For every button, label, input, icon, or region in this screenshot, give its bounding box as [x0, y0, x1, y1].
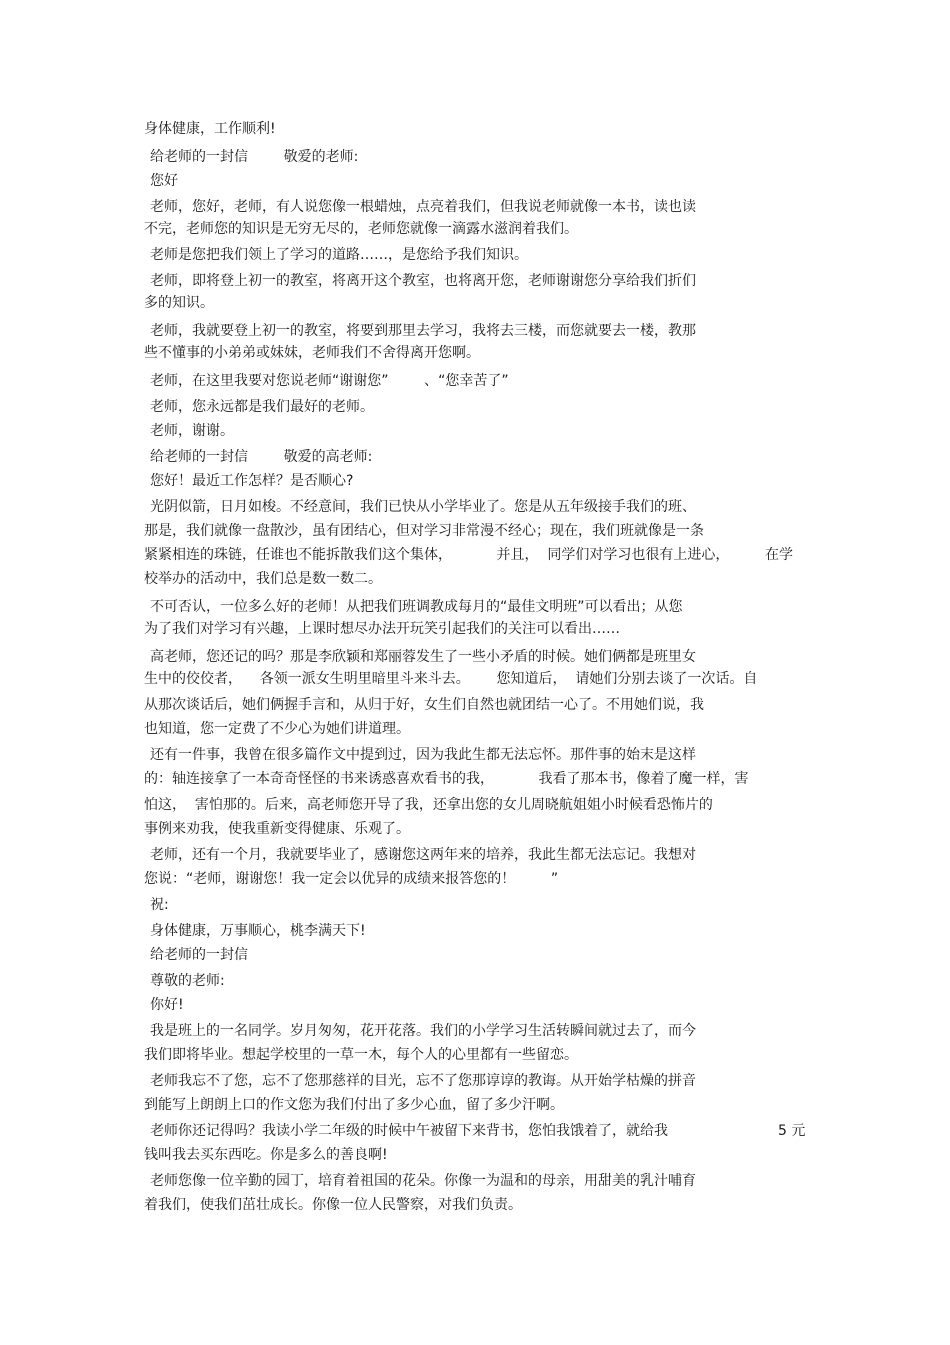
paragraph-line: 老师您像一位辛勤的园丁，培育着祖国的花朵。你像一为温和的母亲，用甜美的乳汁哺育 [150, 1173, 696, 1189]
paragraph-line: 从那次谈话后，她们俩握手言和，从归于好，女生们自然也就团结一心了。不用她们说，我 [144, 697, 704, 713]
salutation-line: 尊敬的老师: [150, 973, 225, 989]
paragraph-line: 老师，即将登上初一的教室，将离开这个教室，也将离开您，老师谢谢您分享给我们折们 [150, 273, 696, 289]
letter-heading: 给老师的一封信 [150, 947, 248, 963]
paragraph-line: 那是，我们就像一盘散沙，虽有团结心，但对学习非常漫不经心；现在，我们班就像是一条 [144, 523, 704, 539]
paragraph-line: 老师，在这里我要对您说老师“谢谢您” 、“您幸苦了” [150, 373, 509, 389]
paragraph-line: 不可否认，一位多么好的老师！从把我们班调教成每月的“最佳文明班”可以看出；从您 [150, 599, 683, 615]
paragraph-line: 老师我忘不了您，忘不了您那慈祥的目光，忘不了您那谆谆的教诲。从开始学枯燥的拼音 [150, 1073, 696, 1089]
paragraph-line: 高老师，您还记的吗？那是李欣颖和郑丽蓉发生了一些小矛盾的时候。她们俩都是班里女 [150, 649, 696, 665]
paragraph-line: 到能写上朗朗上口的作文您为我们付出了多少心血，留了多少汗啊。 [144, 1097, 564, 1113]
paragraph-line: 钱叫我去买东西吃。你是多么的善良啊! [144, 1147, 388, 1163]
paragraph-line: 紧紧相连的珠链，任谁也不能拆散我们这个集体， 并且， 同学们对学习也很有上进心， 在学 [144, 547, 794, 563]
paragraph-line: 事例来劝我，使我重新变得健康、乐观了。 [144, 821, 410, 837]
paragraph-line: 些不懂事的小弟弟或妹妹，老师我们不舍得离开您啊。 [144, 345, 480, 361]
paragraph-line: 老师，还有一个月，我就要毕业了，感谢您这两年来的培养，我此生都无法忘记。我想对 [150, 847, 696, 863]
paragraph-line: 的：轴连接拿了一本奇奇怪怪的书来诱惑喜欢看书的我， 我看了那本书，像着了魔一样，害 [144, 771, 749, 787]
paragraph-line: 我们即将毕业。想起学校里的一草一木，每个人的心里都有一些留恋。 [144, 1047, 578, 1063]
paragraph-line: 老师，我就要登上初一的教室，将要到那里去学习，我将去三楼，而您就要去一楼，教那 [150, 323, 696, 339]
paragraph-line: 也知道，您一定费了不少心为她们讲道理。 [144, 721, 410, 737]
paragraph-line: 我是班上的一名同学。岁月匆匆，花开花落。我们的小学学习生活转瞬间就过去了，而今 [150, 1023, 696, 1039]
paragraph-line: 老师是您把我们领上了学习的道路……，是您给予我们知识。 [150, 247, 528, 263]
amount-text: 5 元 [778, 1123, 806, 1139]
paragraph-line: 多的知识。 [144, 295, 214, 311]
paragraph-line: 为了我们对学习有兴趣，上课时想尽办法开玩笑引起我们的关注可以看出…… [144, 621, 620, 637]
paragraph-line: 您说：“老师，谢谢您！我一定会以优异的成绩来报答您的！ ” [144, 871, 559, 887]
letter-heading: 给老师的一封信 敬爱的老师: [150, 149, 359, 165]
paragraph-line: 老师，您永远都是我们最好的老师。 [150, 399, 374, 415]
paragraph-line: 老师，谢谢。 [150, 423, 234, 439]
letter-heading: 给老师的一封信 敬爱的高老师: [150, 449, 373, 465]
greeting-line: 您好！最近工作怎样？是否顺心? [150, 473, 354, 489]
paragraph-line: 还有一件事，我曾在很多篇作文中提到过，因为我此生都无法忘怀。那件事的始末是这样 [150, 747, 696, 763]
paragraph-line: 老师你还记得吗？我读小学二年级的时候中午被留下来背书，您怕我饿着了，就给我 [150, 1123, 668, 1139]
text-line: 身体健康，工作顺利! [144, 121, 276, 137]
paragraph-line: 不完，老师您的知识是无穷无尽的，老师您就像一滴露水滋润着我们。 [144, 221, 578, 237]
paragraph-line: 着我们，使我们茁壮成长。你像一位人民警察，对我们负责。 [144, 1197, 522, 1213]
paragraph-line: 老师，您好，老师，有人说您像一根蜡烛，点亮着我们，但我说老师就像一本书，读也读 [150, 199, 696, 215]
paragraph-line: 生中的佼佼者， 各领一派女生明里暗里斗来斗去。 您知道后， 请她们分别去谈了一次话。自 [144, 671, 758, 687]
greeting-line: 您好 [150, 173, 178, 189]
paragraph-line: 校举办的活动中，我们总是数一数二。 [144, 571, 382, 587]
paragraph-line: 怕这， 害怕那的。后来，高老师您开导了我，还拿出您的女儿周晓航姐姐小时候看恐怖片的 [144, 797, 713, 813]
paragraph-line: 光阴似箭，日月如梭。不经意间，我们已快从小学毕业了。您是从五年级接手我们的班、 [150, 499, 696, 515]
closing-line: 祝: [150, 897, 169, 913]
greeting-line: 你好! [150, 997, 184, 1013]
closing-line: 身体健康，万事顺心，桃李满天下! [150, 923, 366, 939]
